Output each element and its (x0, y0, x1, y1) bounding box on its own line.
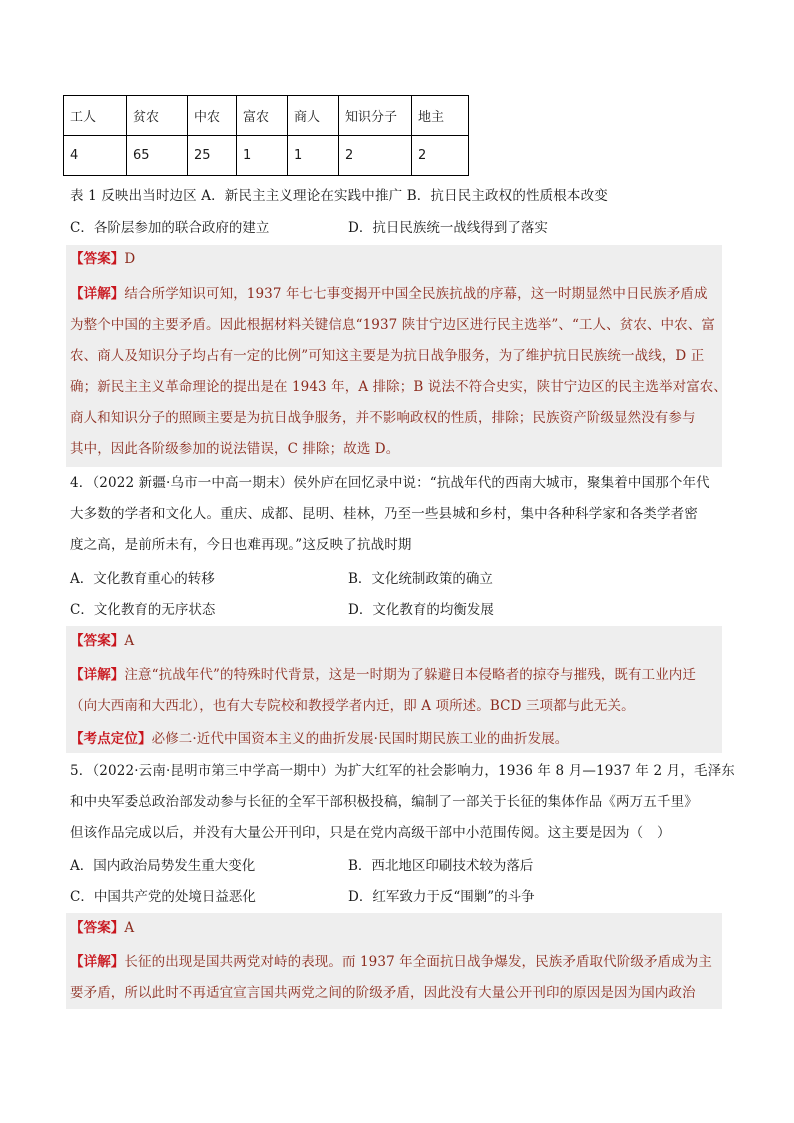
answer-tag: 【答案】 (70, 633, 125, 649)
q5-detail-line: 要矛盾，所以此时不再适宜宣言国共两党之间的阶级矛盾，因此没有大量公开刊印的原因是因为国内政治 (70, 985, 696, 1001)
q4-answer (70, 631, 720, 651)
q5-answer (70, 918, 720, 938)
q5-option-b: B．西北地区印刷技术较为落后 (348, 858, 534, 874)
table-header-cell: 富农 (237, 96, 288, 136)
q4-detail-line: （向大西南和大西北），也有大专院校和教授学者内迁，即 A 项所述。BCD 三项都与此无关。 (70, 698, 635, 714)
table-value-cell: 2 (412, 136, 469, 176)
table-value-row (64, 136, 469, 176)
table-header-row (64, 96, 469, 136)
class-distribution-table (63, 95, 469, 176)
q5-stem-line: 和中央军委总政治部发动参与长征的全军干部积极投稿，编制了一部关于长征的集体作品《两万五千里》 (70, 794, 698, 810)
table-value-cell: 1 (237, 136, 288, 176)
answer-value: A (124, 633, 135, 649)
q4-stem-line: 度之高，是前所未有，今日也难再现。”这反映了抗战时期 (70, 537, 412, 553)
q5-option-c: C．中国共产党的处境日益恶化 (70, 889, 256, 905)
q4-stem-line: 大多数的学者和文化人。重庆、成都、昆明、桂林，乃至一些县城和乡村，集中各种科学家和各类学者密 (70, 506, 698, 522)
point-text: 必修二·近代中国资本主义的曲折发展·民国时期民族工业的曲折发展。 (151, 731, 569, 747)
table-value-cell: 65 (127, 136, 188, 176)
q4-option-b: B．文化统制政策的确立 (348, 571, 493, 587)
answer-value: A (124, 920, 135, 936)
detail-text: 结合所学知识可知，1937 年七七事变揭开中国全民族抗战的序幕，这一时期显然中日民族矛盾成 (124, 286, 708, 302)
q3-answer (70, 249, 720, 269)
detail-text: 注意“抗战年代”的特殊时代背景，这是一时期为了躲避日本侵略者的掠夺与摧残，既有工业内迁 (124, 667, 697, 683)
table-value-cell: 2 (339, 136, 412, 176)
table-header-cell: 商人 (288, 96, 339, 136)
answer-value: D (124, 251, 136, 267)
table-header-cell: 工人 (64, 96, 127, 136)
detail-tag: 【详解】 (70, 667, 125, 683)
q3-stem: 表 1 反映出当时边区 A．新民主主义理论在实践中推广 B．抗日民主政权的性质根本改变 (70, 188, 608, 204)
q3-detail-line (70, 284, 720, 304)
q3-detail-line: 农、商人及知识分子均占有一定的比例”可知这主要是为抗日战争服务，为了维护抗日民族统一战线，D 正 (70, 348, 705, 364)
answer-tag: 【答案】 (70, 920, 125, 936)
q5-stem-line: 但该作品完成以后，并没有大量公开刊印，只是在党内高级干部中小范围传阅。这主要是因为（ ） (70, 825, 671, 841)
q4-option-a: A．文化教育重心的转移 (70, 571, 215, 587)
q3-detail-line: 确；新民主主义革命理论的提出是在 1943 年，A 排除；B 说法不符合史实，陕甘宁边区的民主选举对富农、 (70, 379, 727, 395)
q3-detail-line: 商人和知识分子的照顾主要是为抗日战争服务，并不影响政权的性质，排除；民族资产阶级显然没有参与 (70, 410, 696, 426)
q5-stem-line: 5．（2022·云南·昆明市第三中学高一期中）为扩大红军的社会影响力，1936 年 8 月—1937 年 2 月，毛泽东 (70, 763, 735, 779)
table-value-cell: 25 (188, 136, 237, 176)
q3-option-d: D．抗日民族统一战线得到了落实 (348, 220, 548, 236)
answer-tag: 【答案】 (70, 251, 125, 267)
q4-point (70, 729, 720, 749)
q5-option-d: D．红军致力于反“围剿”的斗争 (348, 889, 535, 905)
table-value-cell: 1 (288, 136, 339, 176)
q3-detail-line: 其中，因此各阶级参加的说法错误，C 排除；故选 D。 (70, 441, 400, 457)
detail-tag: 【详解】 (70, 954, 125, 970)
q3-option-c: C．各阶层参加的联合政府的建立 (70, 220, 270, 236)
q4-option-d: D．文化教育的均衡发展 (348, 602, 494, 618)
q4-stem-line: 4．（2022 新疆·乌市一中高一期末）侯外庐在回忆录中说：“抗战年代的西南大城市，聚集着中国那个年代 (70, 475, 710, 491)
q5-option-a: A．国内政治局势发生重大变化 (70, 858, 256, 874)
point-tag: 【考点定位】 (70, 731, 152, 747)
table-header-cell: 地主 (412, 96, 469, 136)
table-header-cell: 中农 (188, 96, 237, 136)
table-value-cell: 4 (64, 136, 127, 176)
table-header-cell: 知识分子 (339, 96, 412, 136)
q3-detail-line: 为整个中国的主要矛盾。因此根据材料关键信息“1937 陕甘宁边区进行民主选举”、“工人、贫农、中农、富 (70, 317, 715, 333)
q4-option-c: C．文化教育的无序状态 (70, 602, 216, 618)
detail-text: 长征的出现是国共两党对峙的表现。而 1937 年全面抗日战争爆发，民族矛盾取代阶级矛盾成为主 (124, 954, 712, 970)
table-header-cell: 贫农 (127, 96, 188, 136)
detail-tag: 【详解】 (70, 286, 125, 302)
q4-detail-line (70, 665, 720, 685)
q5-detail-line (70, 952, 720, 972)
